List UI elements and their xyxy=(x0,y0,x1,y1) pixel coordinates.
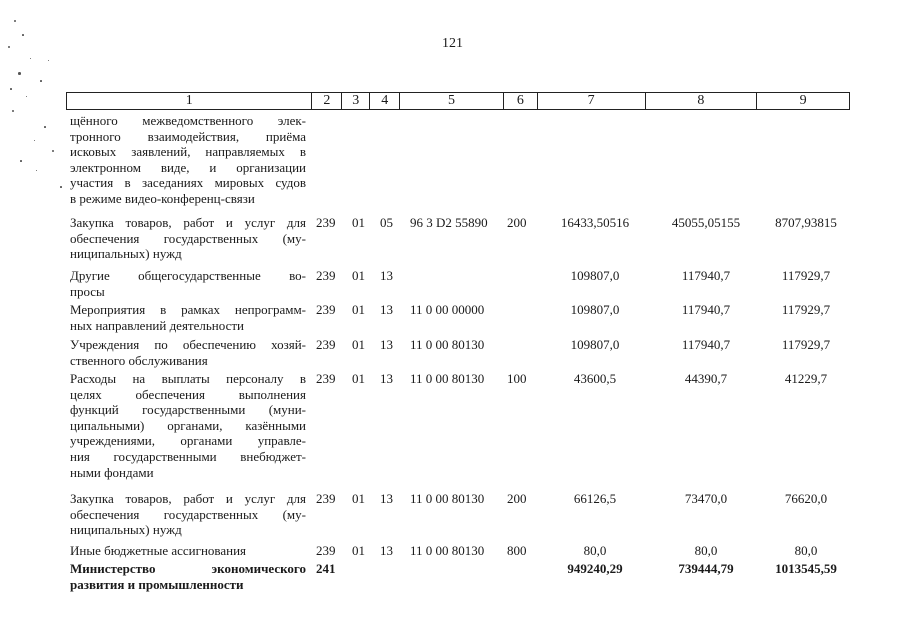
scan-speck xyxy=(40,80,42,82)
cell-c3: 01 xyxy=(352,371,365,386)
row-name-line: развития и промышленности xyxy=(70,576,244,592)
row-name xyxy=(70,491,306,538)
cell-c6: 200 xyxy=(507,215,527,230)
row-name-line: функций государственными (муни- xyxy=(70,402,306,418)
cell-c6: 100 xyxy=(507,371,527,386)
cell-c3: 01 xyxy=(352,215,365,230)
column-header-8: 8 xyxy=(646,93,758,109)
scan-speck xyxy=(34,140,35,141)
cell-c4: 13 xyxy=(380,337,393,352)
scan-speck xyxy=(10,88,12,90)
cell-c8: 117940,7 xyxy=(681,302,731,317)
scan-speck xyxy=(14,20,16,22)
column-header-2: 2 xyxy=(312,93,342,109)
row-name-line: исковых заявлений, направляемых в xyxy=(70,144,306,160)
row-name-line: просы xyxy=(70,283,105,299)
column-header-6: 6 xyxy=(504,93,538,109)
cell-c9: 117929,7 xyxy=(781,302,831,317)
cell-c5: 11 0 00 00000 xyxy=(410,302,485,317)
cell-c2: 239 xyxy=(316,215,336,230)
scan-speck xyxy=(44,126,46,128)
cell-c3: 01 xyxy=(352,337,365,352)
row-name-line: Другие общегосударственные во- xyxy=(70,268,306,283)
row-name xyxy=(70,268,306,299)
row-name-line: Учреждения по обеспечению хозяй- xyxy=(70,337,306,352)
cell-c9: 8707,93815 xyxy=(775,215,837,230)
cell-c2: 239 xyxy=(316,491,336,506)
cell-c7: 949240,29 xyxy=(567,561,623,576)
cell-c4: 05 xyxy=(380,215,393,230)
cell-c7: 43600,5 xyxy=(573,371,617,386)
scan-speck xyxy=(20,160,22,162)
column-header-9: 9 xyxy=(799,93,807,108)
cell-c9: 117929,7 xyxy=(781,268,831,283)
row-name-line: в режиме видео-конференц-связи xyxy=(70,190,255,206)
cell-c5: 11 0 00 80130 xyxy=(410,543,485,558)
row-name-line: участия в заседаниях мировых судов xyxy=(70,175,306,191)
cell-c3: 01 xyxy=(352,491,365,506)
cell-c4: 13 xyxy=(380,491,393,506)
column-header-7: 7 xyxy=(538,93,646,109)
row-name-line: тронного взаимодействия, приёма xyxy=(70,128,306,144)
cell-c9: 41229,7 xyxy=(784,371,828,386)
cell-c3: 01 xyxy=(352,302,365,317)
cell-c5: 11 0 00 80130 xyxy=(410,371,485,386)
cell-c2: 239 xyxy=(316,337,336,352)
scan-speck xyxy=(18,72,21,75)
row-name-line: электронном виде, и организации xyxy=(70,159,306,175)
cell-c8: 80,0 xyxy=(694,543,718,558)
cell-c7: 109807,0 xyxy=(570,302,620,317)
scan-noise xyxy=(0,0,72,200)
cell-c4: 13 xyxy=(380,543,393,558)
scan-speck xyxy=(30,58,31,59)
row-name-line: целях обеспечения выполнения xyxy=(70,386,306,402)
row-name-line: ниципальных) нужд xyxy=(70,246,182,262)
column-header-5: 5 xyxy=(400,93,504,109)
row-name-line: Мероприятия в рамках непрограмм- xyxy=(70,302,306,317)
cell-c2: 239 xyxy=(316,371,336,386)
scan-speck xyxy=(52,150,54,152)
row-name-line: щённого межведомственного элек- xyxy=(70,113,306,128)
cell-c4: 13 xyxy=(380,302,393,317)
row-name-line: учреждениями, органами управле- xyxy=(70,433,306,449)
cell-c2: 239 xyxy=(316,268,336,283)
cell-c7: 80,0 xyxy=(583,543,607,558)
row-name-line: Иные бюджетные ассигнования xyxy=(70,543,247,558)
cell-c8: 117940,7 xyxy=(681,337,731,352)
cell-c2: 239 xyxy=(316,302,336,317)
row-name xyxy=(70,561,306,592)
cell-c3: 01 xyxy=(352,543,365,558)
cell-c5: 96 3 D2 55890 xyxy=(410,215,488,230)
cell-c6: 200 xyxy=(507,491,527,506)
row-name xyxy=(70,215,306,262)
column-header-3: 3 xyxy=(342,93,370,109)
cell-c9: 117929,7 xyxy=(781,337,831,352)
row-name xyxy=(70,113,306,207)
cell-c8: 73470,0 xyxy=(684,491,728,506)
scan-speck xyxy=(12,110,14,112)
scan-speck xyxy=(48,60,49,61)
column-header-4: 4 xyxy=(370,93,400,109)
cell-c3: 01 xyxy=(352,268,365,283)
cell-c9: 80,0 xyxy=(794,543,818,558)
row-name-line: Закупка товаров, работ и услуг для xyxy=(70,215,306,230)
cell-c9: 76620,0 xyxy=(784,491,828,506)
row-name xyxy=(70,302,306,333)
table-header xyxy=(66,92,850,110)
scan-speck xyxy=(36,170,37,171)
cell-c9: 1013545,59 xyxy=(775,561,837,576)
cell-c8: 117940,7 xyxy=(681,268,731,283)
cell-c2: 239 xyxy=(316,543,336,558)
cell-c7: 109807,0 xyxy=(570,268,620,283)
row-name-line: ными фондами xyxy=(70,464,154,480)
row-name xyxy=(70,371,306,480)
row-name-line: ципальными) органами, казёнными xyxy=(70,417,306,433)
scan-speck xyxy=(60,186,62,188)
row-name-line: Закупка товаров, работ и услуг для xyxy=(70,491,306,506)
cell-c7: 66126,5 xyxy=(573,491,617,506)
row-name-line: ниципальных) нужд xyxy=(70,522,182,538)
page-number: 121 xyxy=(442,36,463,51)
row-name xyxy=(70,337,306,368)
row-name-line: ных направлений деятельности xyxy=(70,317,244,333)
cell-c7: 16433,50516 xyxy=(560,215,630,230)
row-name-line: обеспечения государственных (му- xyxy=(70,506,306,522)
cell-c7: 109807,0 xyxy=(570,337,620,352)
cell-c4: 13 xyxy=(380,371,393,386)
row-name xyxy=(70,543,306,559)
cell-c8: 44390,7 xyxy=(684,371,728,386)
cell-c8: 739444,79 xyxy=(678,561,734,576)
row-name-line: ственного обслуживания xyxy=(70,352,208,368)
scan-speck xyxy=(26,96,27,97)
cell-c6: 800 xyxy=(507,543,527,558)
row-name-line: обеспечения государственных (му- xyxy=(70,230,306,246)
cell-c5: 11 0 00 80130 xyxy=(410,337,485,352)
column-header-1: 1 xyxy=(67,93,312,109)
row-name-line: Расходы на выплаты персоналу в xyxy=(70,371,306,386)
cell-c5: 11 0 00 80130 xyxy=(410,491,485,506)
row-name-line: Министерство экономического xyxy=(70,561,306,576)
row-name-line: ния государственными внебюджет- xyxy=(70,448,306,464)
cell-c8: 45055,05155 xyxy=(671,215,741,230)
cell-c4: 13 xyxy=(380,268,393,283)
cell-c2: 241 xyxy=(316,561,336,576)
